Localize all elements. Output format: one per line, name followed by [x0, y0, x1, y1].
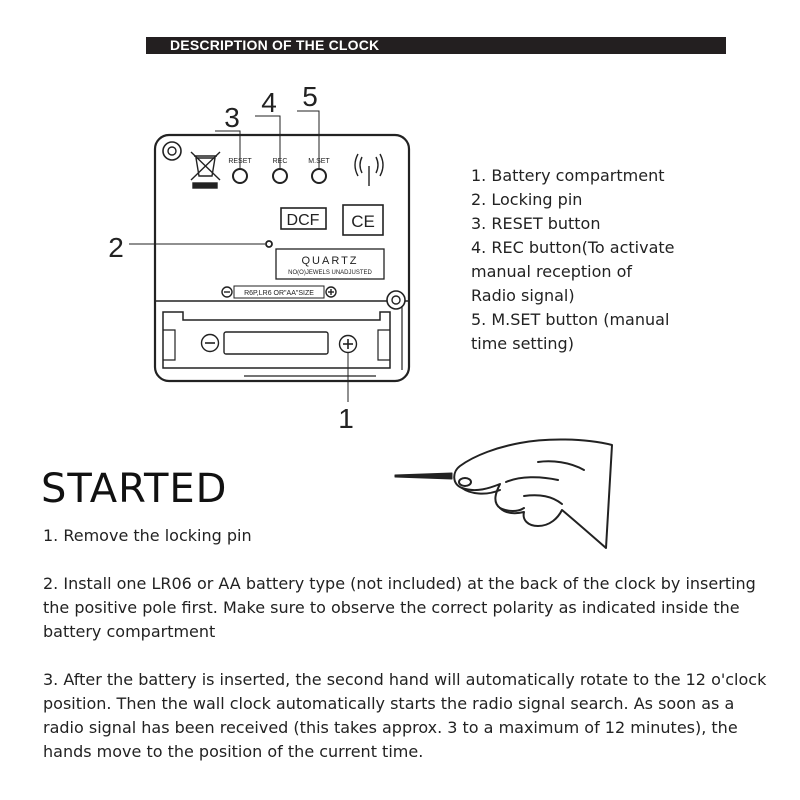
- reset-button: [233, 169, 247, 183]
- locking-pin: [266, 241, 272, 247]
- battery-size-label: R6P,LR6 OR"AA"SIZE: [244, 290, 314, 297]
- step-3: 3. After the battery is inserted, the second hand will automatically rotate to the 12 o'clock position. Then the wall clock automatically starts the radio signal search. As soon as a radio signal has been received (this takes approx. 3 to a maximum of 12 minutes), the hands move to the position of the current time.: [43, 670, 767, 761]
- legend-item: 1. Battery compartment: [471, 166, 665, 185]
- legend-item: Radio signal): [471, 286, 575, 305]
- callout-3: 3: [224, 102, 240, 133]
- callout-5: 5: [302, 81, 318, 112]
- legend-item: 5. M.SET button (manual: [471, 310, 670, 329]
- callout-4: 4: [261, 87, 277, 118]
- quartz-text: QUARTZ: [301, 255, 359, 267]
- step-1: 1. Remove the locking pin: [43, 526, 252, 545]
- started-heading: STARTED: [41, 466, 228, 512]
- legend-item: 4. REC button(To activate: [471, 238, 675, 257]
- callout-1: 1: [338, 403, 354, 434]
- rec-button: [273, 169, 287, 183]
- callout-2: 2: [108, 232, 124, 263]
- parts-legend: [471, 164, 675, 356]
- section-header-title: DESCRIPTION OF THE CLOCK: [170, 37, 380, 53]
- step-2: 2. Install one LR06 or AA battery type (not included) at the back of the clock by inserting the positive pole first. Make sure to observe the correct polarity as indicated inside the battery compartment: [43, 574, 756, 641]
- mount-hole-top-left: [168, 147, 176, 155]
- legend-item: time setting): [471, 334, 574, 353]
- legend-item: 2. Locking pin: [471, 190, 583, 209]
- legend-item: 3. RESET button: [471, 214, 601, 233]
- mount-hole-bottom-right: [392, 296, 400, 304]
- battery-slot: [224, 332, 328, 354]
- ce-mark: CE: [351, 212, 375, 231]
- mset-button-label: M.SET: [308, 158, 330, 165]
- dcf-mark: DCF: [286, 212, 320, 229]
- legend-item: manual reception of: [471, 262, 633, 281]
- jewels-text: NO(O)JEWELS UNADJUSTED: [288, 270, 372, 276]
- reset-button-label: RESET: [228, 158, 252, 165]
- rec-button-label: REC: [272, 158, 288, 165]
- mset-button: [312, 169, 326, 183]
